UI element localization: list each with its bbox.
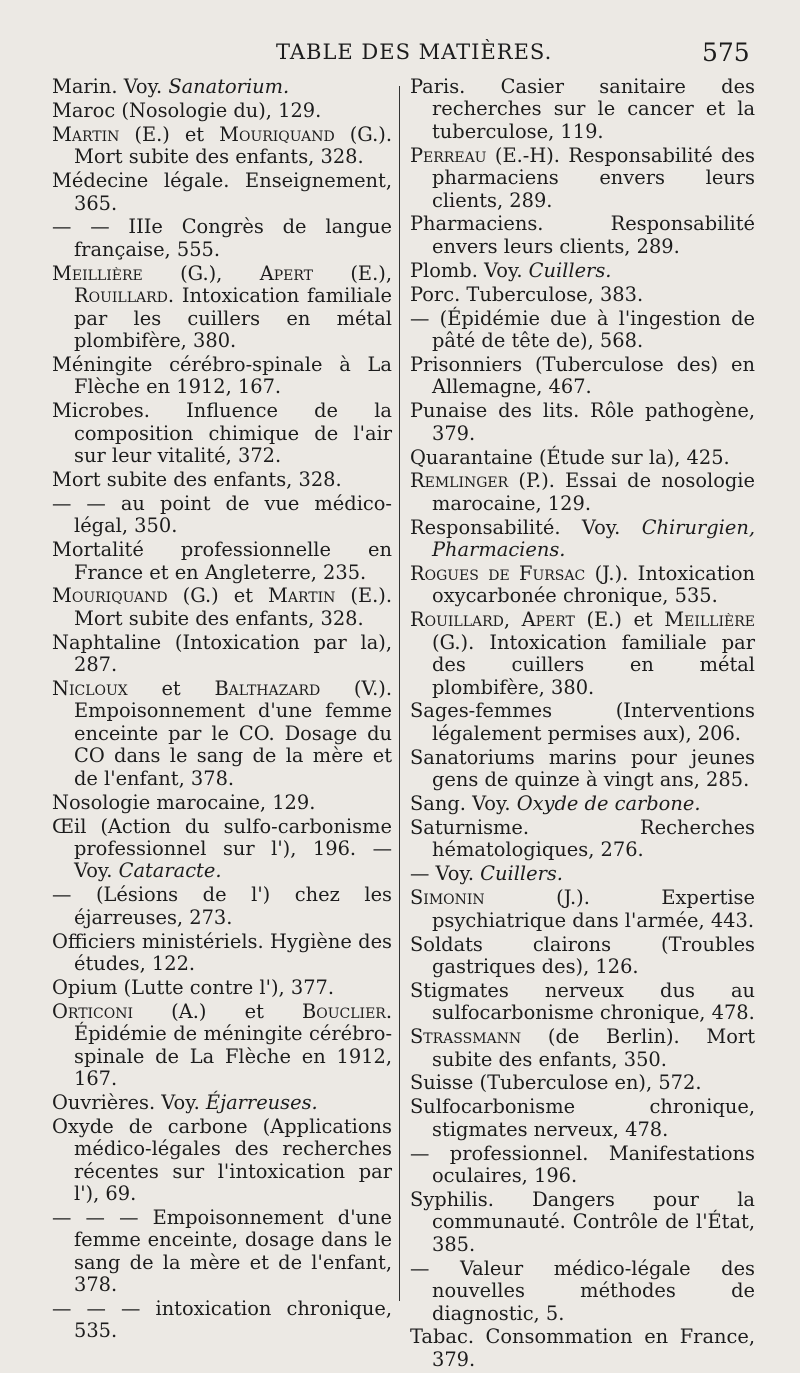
index-entry xyxy=(410,887,755,932)
index-entry xyxy=(410,76,755,143)
entry-text: — — au point de vue médico-légal, 350. xyxy=(52,491,392,538)
entry-text: , xyxy=(503,608,522,632)
index-entry xyxy=(410,1189,755,1256)
entry-text: Responsabilité. Voy. xyxy=(410,515,642,539)
index-entry xyxy=(52,354,392,399)
entry-text: et xyxy=(127,677,215,701)
index-entry xyxy=(52,977,392,999)
index-entry xyxy=(52,400,392,467)
index-entry xyxy=(410,284,755,306)
entry-text: Saturnisme. Recherches hématologiques, 276. xyxy=(410,816,755,862)
entry-text: — professionnel. Manifestations oculaires, 196. xyxy=(410,1141,755,1188)
index-entry xyxy=(52,469,392,491)
entry-text: Œil (Action du sulfo-carbonisme professionnel sur l'), 196. — Voy. xyxy=(52,814,392,883)
index-entry xyxy=(410,934,755,979)
index-entry xyxy=(52,539,392,584)
index-entry xyxy=(410,213,755,258)
index-entry xyxy=(52,263,392,353)
entry-text: — (Lésions de l') chez les éjarreuses, 273. xyxy=(52,883,392,929)
index-entry xyxy=(52,124,392,169)
index-entry xyxy=(52,493,392,538)
index-entry xyxy=(410,308,755,353)
index-entry xyxy=(410,563,755,608)
entry-text: Quarantaine (Étude sur la), 425. xyxy=(410,445,730,469)
entry-text: Mort subite des enfants, 328. xyxy=(52,467,342,491)
entry-text: Médecine légale. Enseignement, 365. xyxy=(52,169,392,215)
entry-text: — — IIIe Congrès de langue française, 555. xyxy=(52,215,392,261)
entry-text: (J.). Intoxication oxycarbonée chronique, 535. xyxy=(432,562,755,608)
entry-text: Sanatorium. xyxy=(168,75,290,98)
index-entry xyxy=(410,470,755,515)
index-entry xyxy=(52,678,392,790)
entry-text: Martin xyxy=(268,584,336,608)
entry-text: Sages-femmes (Interventions légalement permises aux), 206. xyxy=(410,699,755,745)
index-column-right xyxy=(410,76,755,1373)
index-entry xyxy=(52,931,392,976)
index-entry xyxy=(52,170,392,215)
entry-text: Cuillers. xyxy=(480,862,563,886)
entry-text: Cataracte. xyxy=(118,859,222,883)
index-entry xyxy=(52,1116,392,1206)
index-entry xyxy=(410,1143,755,1188)
entry-text: — (Épidémie due à l'ingestion de pâté de tête de), 568. xyxy=(410,306,755,352)
index-entry xyxy=(410,145,755,212)
entry-text: Meillière xyxy=(52,261,143,285)
index-entry xyxy=(410,747,755,792)
index-entry xyxy=(52,216,392,261)
index-entry xyxy=(52,1092,392,1114)
entry-text: Sulfocarbonisme chronique, stigmates nerveux, 478. xyxy=(410,1095,755,1141)
index-entry xyxy=(410,1258,755,1325)
entry-text: Nicloux xyxy=(52,677,128,701)
entry-text: . Épidémie de méningite cérébro-spinale de La Flèche en 1912, 167. xyxy=(74,999,392,1090)
entry-text: — Voy. xyxy=(410,862,481,886)
index-entry xyxy=(410,1072,755,1094)
index-entry xyxy=(52,1298,392,1343)
entry-text: Stigmates nerveux dus au sulfocarbonisme chronique, 478. xyxy=(410,978,755,1025)
entry-text: Simonin xyxy=(410,886,485,910)
entry-text: Soldats clairons (Troubles gastriques des), 126. xyxy=(410,932,755,978)
entry-text: Marin. Voy. xyxy=(52,75,169,98)
entry-text: Plomb. Voy. xyxy=(410,258,529,282)
index-entry xyxy=(52,76,392,98)
index-entry xyxy=(410,447,755,469)
entry-text: Éjarreuses. xyxy=(205,1090,318,1114)
entry-text: Prisonniers (Tuberculose des) en Allemagne, 467. xyxy=(410,352,755,399)
entry-text: Bouclier xyxy=(302,999,386,1023)
entry-text: Suisse (Tuberculose en), 572. xyxy=(410,1071,702,1095)
entry-text: Oxyde de carbone (Applications médico-légales des recherches récentes sur l'intoxication par l'), 69. xyxy=(52,1114,392,1205)
entry-text: Rogues de Fursac xyxy=(410,562,586,586)
entry-text: Mortalité professionnelle en France et en Angleterre, 235. xyxy=(52,538,392,584)
entry-text: Nosologie marocaine, 129. xyxy=(52,790,316,814)
entry-text: Rouillard xyxy=(410,608,504,632)
entry-text: Mouriquand xyxy=(219,122,335,146)
index-entry xyxy=(52,1001,392,1091)
entry-text: (P.). Essai de nosologie marocaine, 129. xyxy=(432,469,755,515)
entry-text: Mouriquand xyxy=(52,584,168,608)
index-entry xyxy=(410,863,755,885)
index-entry xyxy=(410,817,755,862)
index-entry xyxy=(410,700,755,745)
index-entry xyxy=(410,354,755,399)
entry-text: Microbes. Influence de la composition chimique de l'air sur leur vitalité, 372. xyxy=(52,399,392,467)
index-entry xyxy=(52,632,392,677)
index-entry xyxy=(410,793,755,815)
page-number: 575 xyxy=(702,38,750,67)
entry-text: Officiers ministériels. Hygiène des études, 122. xyxy=(52,929,392,975)
entry-text: (de Berlin). Mort subite des enfants, 350. xyxy=(432,1025,755,1071)
entry-text: — — — intoxication chronique, 535. xyxy=(52,1297,392,1343)
entry-text: Chirurgien, Pharmaciens. xyxy=(432,515,755,562)
index-entry xyxy=(52,792,392,814)
entry-text: Paris. Casier sanitaire des recherches sur le cancer et la tuberculose, 119. xyxy=(410,75,755,143)
entry-text: (G.). Intoxication familiale par des cuillers en métal plombifère, 380. xyxy=(432,630,755,699)
entry-text: (G.) et xyxy=(167,584,268,608)
entry-text: (E.). Mort subite des enfants, 328. xyxy=(74,584,392,630)
entry-text: Martin xyxy=(52,122,120,146)
entry-text: . Intoxication familiale par les cuillers en métal plombifère, 380. xyxy=(74,284,392,352)
entry-text: (E.), xyxy=(313,261,392,285)
entry-text: Perreau xyxy=(410,143,487,167)
entry-text: Oxyde de carbone. xyxy=(516,792,701,816)
index-entry xyxy=(410,980,755,1025)
entry-text: Maroc (Nosologie du), 129. xyxy=(52,98,322,122)
entry-text: (E.-H). Responsabilité des pharmaciens envers leurs clients, 289. xyxy=(432,143,755,212)
index-entry xyxy=(410,609,755,699)
entry-text: Porc. Tuberculose, 383. xyxy=(410,282,644,306)
index-entry xyxy=(52,816,392,883)
entry-text: Remlinger xyxy=(410,469,509,493)
index-entry xyxy=(52,1207,392,1297)
index-entry xyxy=(410,260,755,282)
index-entry xyxy=(410,400,755,445)
entry-text: Cuillers. xyxy=(528,258,612,282)
entry-text: (G.). Mort subite des enfants, 328. xyxy=(74,122,393,169)
index-entry xyxy=(52,884,392,929)
entry-text: Tabac. Consommation en France, 379. xyxy=(410,1325,755,1371)
entry-text: — — — Empoisonnement d'une femme enceinte, dosage dans le sang de la mère et de l'enfant, 378. xyxy=(52,1205,392,1297)
index-entry xyxy=(52,585,392,630)
index-entry xyxy=(52,100,392,122)
entry-text: (E.) et xyxy=(574,608,665,632)
entry-text: Sang. Voy. xyxy=(410,792,517,816)
entry-text: Apert xyxy=(259,261,313,285)
entry-text: Syphilis. Dangers pour la communauté. Contrôle de l'État, 385. xyxy=(410,1188,755,1256)
entry-text: Opium (Lutte contre l'), 377. xyxy=(52,975,335,999)
index-entry xyxy=(410,1026,755,1071)
running-title: TABLE DES MATIÈRES. xyxy=(276,40,553,64)
index-entry xyxy=(410,1096,755,1141)
entry-text: Balthazard xyxy=(214,677,321,701)
entry-text: (J.). Expertise psychiatrique dans l'armée, 443. xyxy=(432,886,755,932)
index-entry xyxy=(410,1326,755,1371)
entry-text: (E.) et xyxy=(119,122,220,146)
index-entry xyxy=(410,517,755,562)
entry-text: Méningite cérébro-spinale à La Flèche en 1912, 167. xyxy=(52,352,392,399)
entry-text: (V.). Empoisonnement d'une femme enceinte par le CO. Dosage du CO dans le sang de la mère et de l'enfant, 378. xyxy=(74,677,392,790)
entry-text: Ouvrières. Voy. xyxy=(52,1090,206,1114)
entry-text: (G.), xyxy=(142,261,260,285)
entry-text: Pharmaciens. Responsabilité envers leurs clients, 289. xyxy=(410,212,755,258)
entry-text: Sanatoriums marins pour jeunes gens de quinze à vingt ans, 285. xyxy=(410,745,755,792)
index-column-left xyxy=(52,76,392,1344)
entry-text: (A.) et xyxy=(133,999,302,1023)
entry-text: Orticoni xyxy=(52,999,134,1023)
entry-text: Punaise des lits. Rôle pathogène, 379. xyxy=(410,399,755,445)
entry-text: — Valeur médico-légale des nouvelles méthodes de diagnostic, 5. xyxy=(410,1256,755,1325)
entry-text: Rouillard xyxy=(74,284,168,308)
entry-text: Apert xyxy=(521,608,575,632)
page-header xyxy=(0,38,800,78)
column-divider xyxy=(399,86,400,1301)
entry-text: Strassmann xyxy=(410,1025,522,1049)
entry-text: Meillière xyxy=(664,608,755,632)
entry-text: Naphtaline (Intoxication par la), 287. xyxy=(52,630,392,677)
